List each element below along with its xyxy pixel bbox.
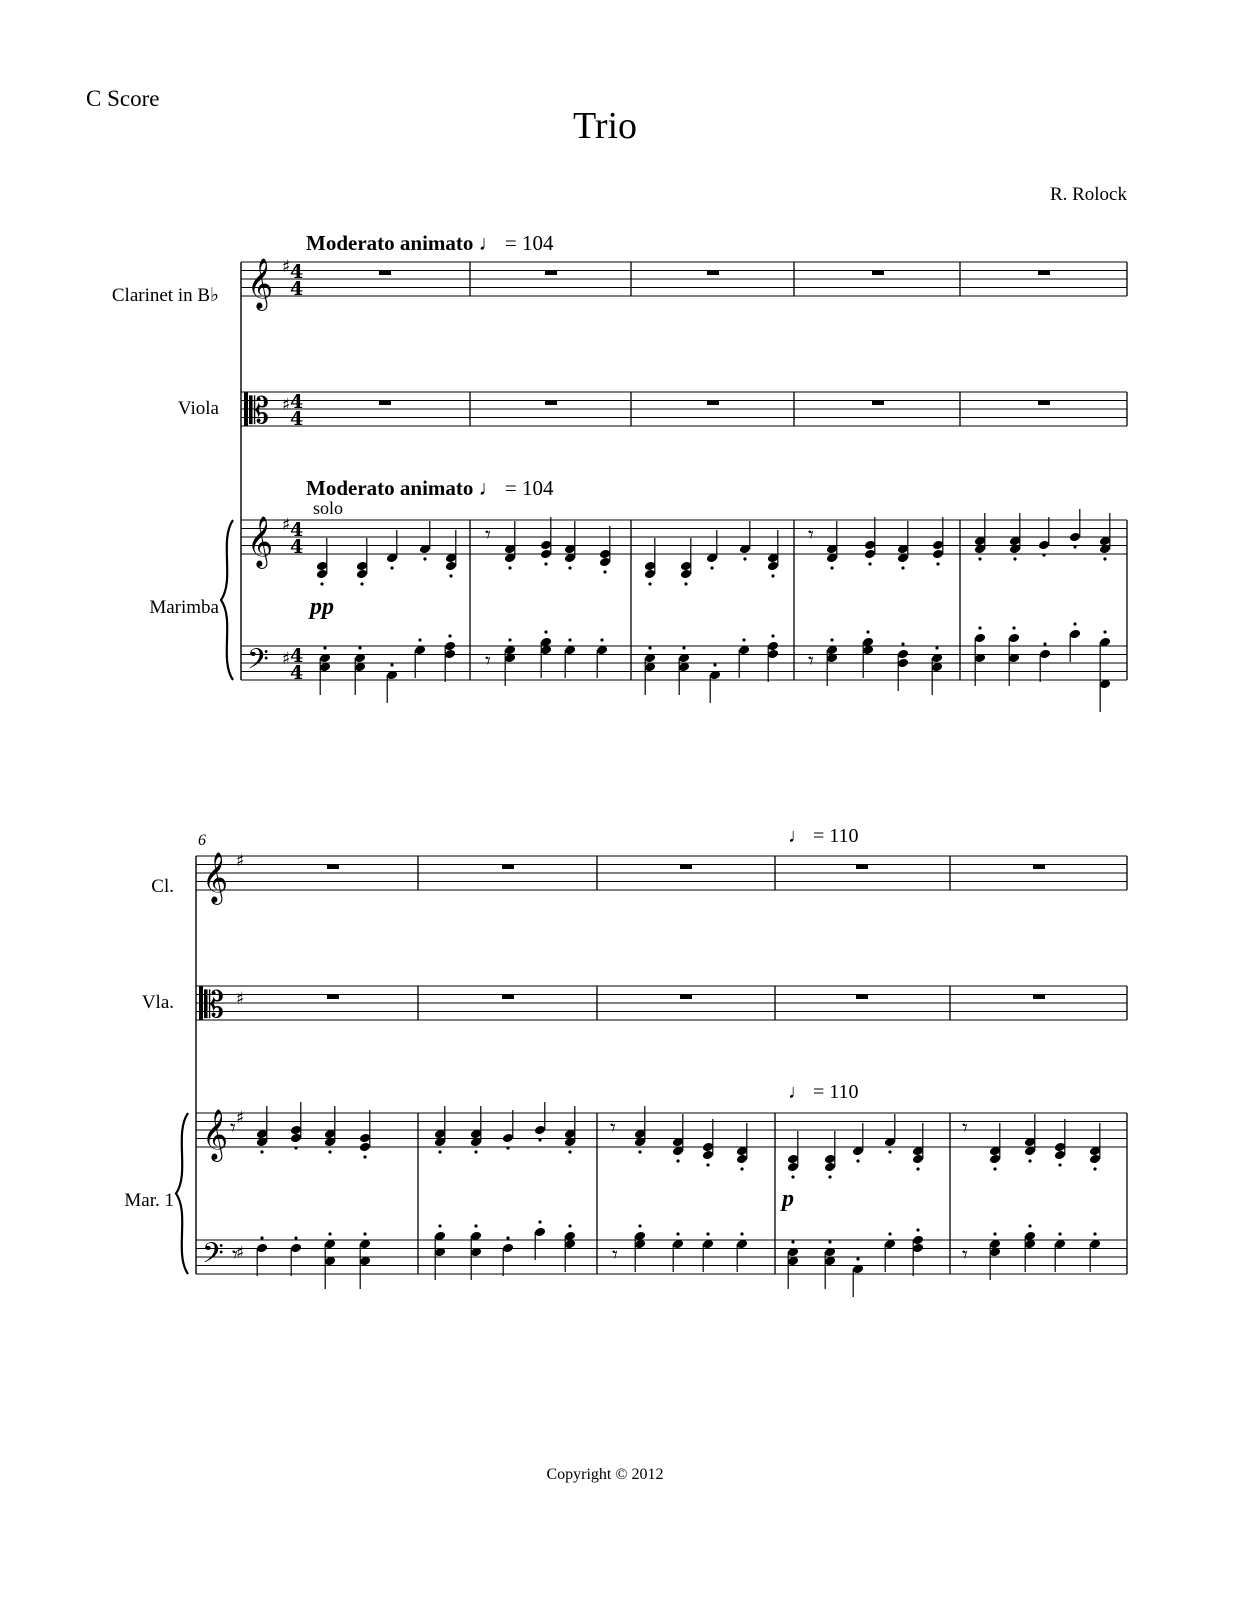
score-label: C Score bbox=[86, 86, 160, 111]
staccato-dot bbox=[438, 1150, 441, 1153]
eighth-rest-icon: 𝄾 bbox=[485, 649, 491, 674]
instrument-label-viola: Viola bbox=[177, 398, 219, 419]
whole-rest-icon bbox=[379, 401, 391, 406]
staccato-dot bbox=[710, 566, 713, 569]
staccato-dot bbox=[568, 566, 571, 569]
eighth-rest-icon: 𝄾 bbox=[962, 1243, 968, 1268]
sharp-icon: ♯ bbox=[236, 851, 245, 871]
staccato-dot bbox=[866, 630, 869, 633]
staccato-dot bbox=[1043, 642, 1046, 645]
time-signature-bottom: 4 bbox=[290, 408, 304, 430]
tempo-text: Moderato animato bbox=[306, 231, 474, 255]
staccato-dot bbox=[791, 1175, 794, 1178]
staccato-dot bbox=[648, 582, 651, 585]
sharp-icon: ♯ bbox=[236, 989, 245, 1009]
score-title: Trio bbox=[572, 105, 638, 147]
whole-rest-icon bbox=[707, 401, 719, 406]
staccato-dot bbox=[888, 1150, 891, 1153]
whole-rest-icon bbox=[680, 865, 692, 870]
staccato-dot bbox=[1012, 626, 1015, 629]
instrument-label-clarinet: Clarinet in B♭ bbox=[111, 285, 219, 306]
staccato-dot bbox=[474, 1224, 477, 1227]
eighth-rest-icon: 𝄾 bbox=[808, 523, 814, 548]
eighth-rest-icon: 𝄾 bbox=[962, 1116, 968, 1141]
staccato-dot bbox=[506, 1146, 509, 1149]
whole-rest-icon bbox=[1033, 995, 1045, 1000]
staccato-dot bbox=[320, 582, 323, 585]
staccato-dot bbox=[544, 630, 547, 633]
whole-rest-icon bbox=[327, 865, 339, 870]
staccato-dot bbox=[260, 1236, 263, 1239]
staccato-dot bbox=[740, 1167, 743, 1170]
staccato-dot bbox=[323, 646, 326, 649]
treble-clef-icon: 𝄞 bbox=[202, 1109, 229, 1160]
whole-rest-icon bbox=[707, 271, 719, 276]
quarter-note-icon: ♩ bbox=[478, 231, 500, 255]
staccato-dot bbox=[294, 1146, 297, 1149]
treble-clef-icon: 𝄞 bbox=[202, 852, 229, 903]
staccato-dot bbox=[1073, 545, 1076, 548]
staccato-dot bbox=[828, 1175, 831, 1178]
quarter-note-icon: ♩ bbox=[478, 476, 500, 500]
staccato-dot bbox=[901, 566, 904, 569]
staccato-dot bbox=[830, 638, 833, 641]
instrument-label-vla: Vla. bbox=[141, 992, 174, 1013]
staccato-dot bbox=[363, 1155, 366, 1158]
staccato-dot bbox=[600, 638, 603, 641]
staccato-dot bbox=[568, 638, 571, 641]
whole-rest-icon bbox=[1038, 271, 1050, 276]
whole-rest-icon bbox=[1038, 401, 1050, 406]
whole-rest-icon bbox=[680, 995, 692, 1000]
staccato-dot bbox=[423, 557, 426, 560]
staccato-dot bbox=[978, 626, 981, 629]
staccato-dot bbox=[1093, 1167, 1096, 1170]
staccato-dot bbox=[916, 1228, 919, 1231]
sharp-icon: ♯ bbox=[282, 395, 291, 415]
staccato-dot bbox=[328, 1232, 331, 1235]
time-signature-top: 4 bbox=[290, 645, 304, 667]
staccato-dot bbox=[260, 1150, 263, 1153]
staccato-dot bbox=[916, 1167, 919, 1170]
technique-solo: solo bbox=[313, 498, 344, 518]
staccato-dot bbox=[706, 1232, 709, 1235]
whole-rest-icon bbox=[502, 865, 514, 870]
staccato-dot bbox=[676, 1159, 679, 1162]
whole-rest-icon bbox=[545, 271, 557, 276]
whole-rest-icon bbox=[856, 995, 868, 1000]
measure-number: 6 bbox=[198, 832, 206, 849]
whole-rest-icon bbox=[502, 995, 514, 1000]
staccato-dot bbox=[978, 557, 981, 560]
staccato-dot bbox=[390, 566, 393, 569]
staccato-dot bbox=[1028, 1159, 1031, 1162]
staccato-dot bbox=[856, 1257, 859, 1260]
staccato-dot bbox=[791, 1240, 794, 1243]
eighth-rest-icon: 𝄾 bbox=[230, 1116, 236, 1141]
whole-rest-icon bbox=[856, 865, 868, 870]
copyright: Copyright © 2012 bbox=[546, 1466, 664, 1483]
staccato-dot bbox=[418, 638, 421, 641]
instrument-label-marimba: Marimba bbox=[149, 597, 219, 618]
staccato-dot bbox=[648, 646, 651, 649]
staccato-dot bbox=[993, 1232, 996, 1235]
whole-rest-icon bbox=[327, 995, 339, 1000]
sharp-icon: ♯ bbox=[282, 649, 291, 669]
staccato-dot bbox=[508, 638, 511, 641]
staccato-dot bbox=[935, 646, 938, 649]
staccato-dot bbox=[1042, 553, 1045, 556]
staccato-dot bbox=[771, 634, 774, 637]
dynamic-pp: pp bbox=[310, 594, 334, 620]
tempo-text-marimba: Moderato animato bbox=[306, 476, 474, 500]
whole-rest-icon bbox=[872, 271, 884, 276]
bass-clef-icon: 𝄢 bbox=[247, 643, 269, 683]
staccato-dot bbox=[448, 634, 451, 637]
staccato-dot bbox=[740, 1232, 743, 1235]
time-signature-bottom: 4 bbox=[290, 278, 304, 300]
treble-clef-icon: 𝄞 bbox=[247, 258, 274, 309]
tempo-value: = 104 bbox=[504, 231, 554, 255]
staccato-dot bbox=[830, 566, 833, 569]
staccato-dot bbox=[888, 1232, 891, 1235]
eighth-rest-icon: 𝄾 bbox=[232, 1243, 238, 1268]
sharp-icon: ♯ bbox=[282, 257, 291, 277]
staccato-dot bbox=[771, 574, 774, 577]
sharp-icon: ♯ bbox=[236, 1108, 245, 1128]
staccato-dot bbox=[1073, 622, 1076, 625]
eighth-rest-icon: 𝄾 bbox=[612, 1243, 618, 1268]
alto-clef-icon: 𝄡 bbox=[249, 391, 270, 432]
staccato-dot bbox=[538, 1138, 541, 1141]
staccato-dot bbox=[568, 1224, 571, 1227]
whole-rest-icon bbox=[545, 401, 557, 406]
staccato-dot bbox=[868, 562, 871, 565]
staccato-dot bbox=[713, 663, 716, 666]
instrument-label-mar: Mar. 1 bbox=[124, 1190, 174, 1211]
whole-rest-icon bbox=[872, 401, 884, 406]
staccato-dot bbox=[742, 638, 745, 641]
staccato-dot bbox=[1058, 1163, 1061, 1166]
alto-clef-icon: 𝄡 bbox=[204, 985, 225, 1026]
staccato-dot bbox=[638, 1150, 641, 1153]
staccato-dot bbox=[901, 642, 904, 645]
staccato-dot bbox=[449, 574, 452, 577]
staccato-dot bbox=[603, 570, 606, 573]
time-signature-top: 4 bbox=[290, 391, 304, 413]
tempo-value-2-marimba: = 110 bbox=[813, 1081, 859, 1103]
staccato-dot bbox=[1103, 557, 1106, 560]
staccato-dot bbox=[993, 1167, 996, 1170]
staccato-dot bbox=[294, 1236, 297, 1239]
staccato-dot bbox=[1013, 557, 1016, 560]
composer-name: R. Rolock bbox=[1049, 184, 1127, 205]
time-signature-bottom: 4 bbox=[290, 662, 304, 684]
bass-clef-icon: 𝄢 bbox=[202, 1237, 224, 1277]
time-signature-bottom: 4 bbox=[290, 536, 304, 558]
tempo-value-2: = 110 bbox=[813, 825, 859, 847]
viola-bracket bbox=[244, 392, 248, 426]
time-signature-top: 4 bbox=[290, 261, 304, 283]
staccato-dot bbox=[358, 646, 361, 649]
staccato-dot bbox=[360, 582, 363, 585]
staccato-dot bbox=[438, 1224, 441, 1227]
brace-icon bbox=[221, 520, 233, 680]
staccato-dot bbox=[676, 1232, 679, 1235]
quarter-note-icon: ♩ bbox=[788, 825, 808, 847]
staccato-dot bbox=[936, 562, 939, 565]
eighth-rest-icon: 𝄾 bbox=[610, 1116, 616, 1141]
eighth-rest-icon: 𝄾 bbox=[808, 649, 814, 674]
sharp-icon: ♯ bbox=[282, 515, 291, 535]
whole-rest-icon bbox=[1033, 865, 1045, 870]
staccato-dot bbox=[638, 1224, 641, 1227]
staccato-dot bbox=[506, 1236, 509, 1239]
staccato-dot bbox=[390, 663, 393, 666]
staccato-dot bbox=[474, 1150, 477, 1153]
treble-clef-icon: 𝄞 bbox=[247, 516, 274, 567]
tempo-value-marimba: = 104 bbox=[504, 476, 554, 500]
staccato-dot bbox=[544, 562, 547, 565]
staccato-dot bbox=[684, 582, 687, 585]
staccato-dot bbox=[682, 646, 685, 649]
staccato-dot bbox=[328, 1150, 331, 1153]
staccato-dot bbox=[1103, 630, 1106, 633]
staccato-dot bbox=[1058, 1232, 1061, 1235]
staccato-dot bbox=[508, 566, 511, 569]
staccato-dot bbox=[538, 1220, 541, 1223]
sharp-icon: ♯ bbox=[236, 1243, 245, 1263]
time-signature-top: 4 bbox=[290, 519, 304, 541]
brace-icon bbox=[176, 1113, 188, 1274]
viola-bracket bbox=[199, 986, 203, 1020]
staccato-dot bbox=[1028, 1224, 1031, 1227]
eighth-rest-icon: 𝄾 bbox=[485, 523, 491, 548]
staccato-dot bbox=[706, 1163, 709, 1166]
quarter-note-icon: ♩ bbox=[788, 1081, 808, 1103]
staccato-dot bbox=[363, 1232, 366, 1235]
instrument-label-cl: Cl. bbox=[151, 876, 174, 897]
staccato-dot bbox=[568, 1150, 571, 1153]
staccato-dot bbox=[856, 1159, 859, 1162]
dynamic-p: p bbox=[782, 1186, 794, 1212]
staccato-dot bbox=[743, 557, 746, 560]
whole-rest-icon bbox=[379, 271, 391, 276]
staccato-dot bbox=[1093, 1232, 1096, 1235]
staccato-dot bbox=[828, 1240, 831, 1243]
